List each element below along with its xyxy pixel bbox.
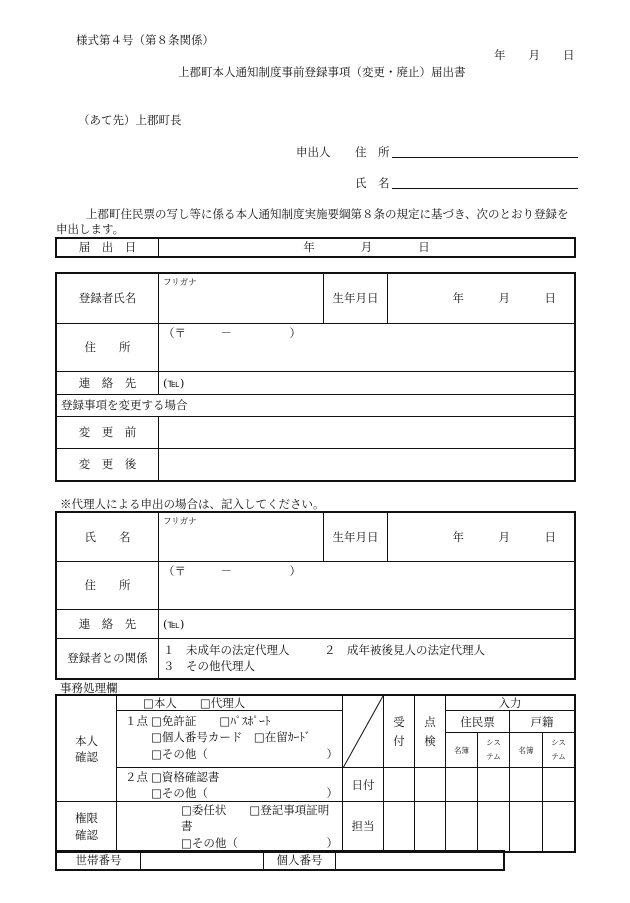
- authority-line-b: □その他（ ）: [181, 835, 338, 850]
- koseki-meibo-label: 名簿: [510, 733, 543, 768]
- juminhyo-meibo-label: 名簿: [446, 733, 478, 768]
- household-number-field[interactable]: [141, 852, 264, 870]
- page-title: 上郡町本人通知制度事前登録事項（変更・廃止）届出書: [178, 65, 466, 79]
- koseki-system-date[interactable]: [543, 768, 575, 802]
- one-point-line-c: □その他（ ）: [151, 746, 338, 761]
- receipt-date-cell[interactable]: [384, 768, 415, 802]
- relation-line-2: ３ その他代理人: [163, 658, 255, 673]
- postal-code: （〒 － ）: [163, 326, 301, 340]
- agent-name-field[interactable]: [159, 513, 324, 562]
- agent-dob-label: 生年月日: [324, 513, 388, 562]
- registrant-dob-label: 生年月日: [324, 274, 388, 324]
- agent-furigana-label: フリガナ: [163, 517, 197, 527]
- check-label: 点検: [415, 696, 446, 768]
- registrant-dob-field[interactable]: 年 月 日: [388, 274, 575, 324]
- registrant-address-field[interactable]: [159, 324, 575, 372]
- after-change-label: 変 更 後: [57, 449, 159, 481]
- applicant-name-label: 氏 名: [355, 176, 390, 190]
- registrant-table: [56, 273, 575, 481]
- relation-label: 登録者との関係: [57, 639, 159, 679]
- authority-options[interactable]: [117, 802, 343, 851]
- input-label: 入力: [446, 696, 575, 711]
- applicant-label: 申出人: [296, 145, 331, 159]
- personal-number-label: 個人番号: [264, 852, 336, 870]
- agent-contact-label: 連 絡 先: [57, 610, 159, 639]
- juminhyo-system-staff[interactable]: [478, 802, 510, 851]
- before-change-label: 変 更 前: [57, 417, 159, 449]
- one-point-line-a: □免許証 □ﾊﾟｽﾎﾟｰﾄ: [151, 714, 271, 729]
- office-heading: 事務処理欄: [60, 681, 118, 695]
- one-point-line-b: □個人番号カード □在留ｶｰﾄﾞ: [151, 730, 311, 745]
- koseki-label: 戸籍: [510, 711, 575, 733]
- registrant-name-label: 登録者氏名: [57, 274, 159, 324]
- diagonal-line: [343, 696, 383, 768]
- juminhyo-system-date[interactable]: [478, 768, 510, 802]
- agent-postal-code: （〒 － ）: [163, 564, 301, 578]
- after-change-field[interactable]: [159, 449, 575, 481]
- form-number: 様式第４号（第８条関係）: [76, 33, 214, 47]
- juminhyo-meibo-staff[interactable]: [446, 802, 478, 851]
- authority-line-a: □委任状 □登記事項証明書: [181, 803, 330, 834]
- date-label: 日付: [343, 768, 384, 802]
- filing-date-field[interactable]: 年 月 日: [159, 239, 575, 257]
- identity-check-label: 本人 確認: [57, 696, 117, 802]
- two-point-label: ２点: [125, 769, 148, 784]
- agent-note: ※代理人による申出の場合は、記入してください。: [60, 497, 325, 511]
- office-table: [56, 695, 575, 852]
- intro-text: 上郡町住民票の写し等に係る本人通知制度実施要綱第８条の規定に基づき、次のとおり登録を申出します。: [56, 207, 569, 236]
- applicant-name-field[interactable]: [392, 188, 578, 189]
- agent-dob-field[interactable]: 年 月 日: [388, 513, 575, 562]
- receipt-label: 受付: [384, 696, 415, 768]
- addressee: （あて先）上郡町長: [78, 113, 182, 127]
- check-staff-cell[interactable]: [415, 802, 446, 851]
- filing-date-label: 届 出 日: [57, 239, 159, 257]
- change-heading: 登録事項を変更する場合: [57, 395, 575, 417]
- koseki-meibo-staff[interactable]: [510, 802, 543, 851]
- juminhyo-meibo-date[interactable]: [446, 768, 478, 802]
- koseki-meibo-date[interactable]: [510, 768, 543, 802]
- applicant-address-field[interactable]: [392, 157, 578, 158]
- agent-address-field[interactable]: [159, 562, 575, 610]
- koseki-system-label: システム: [543, 733, 575, 768]
- two-point-line-b: □その他（ ）: [151, 785, 338, 800]
- diagonal-cell: [343, 696, 384, 768]
- juminhyo-label: 住民票: [446, 711, 510, 733]
- juminhyo-system-label: システム: [478, 733, 510, 768]
- staff-label: 担当: [343, 802, 384, 851]
- authority-check-label: 権限 確認: [57, 802, 117, 851]
- applicant-address-label: 住 所: [355, 145, 390, 159]
- household-number-label: 世帯番号: [57, 852, 141, 870]
- relation-line-1: １ 未成年の法定代理人 ２ 成年被後見人の法定代理人: [163, 642, 485, 657]
- receipt-staff-cell[interactable]: [384, 802, 415, 851]
- personal-number-field[interactable]: [336, 852, 504, 870]
- registrant-contact-label: 連 絡 先: [57, 372, 159, 395]
- self-agent-options[interactable]: □本人 □代理人: [117, 696, 343, 711]
- registrant-address-label: 住 所: [57, 324, 159, 372]
- koseki-system-staff[interactable]: [543, 802, 575, 851]
- agent-name-label: 氏 名: [57, 513, 159, 562]
- check-date-cell[interactable]: [415, 768, 446, 802]
- registrant-contact-field[interactable]: (℡): [159, 372, 575, 395]
- two-point-line-a: □資格確認書: [151, 769, 220, 784]
- date-line: 年 月 日: [494, 48, 575, 62]
- filing-date-table: [56, 238, 575, 257]
- agent-table: [56, 512, 575, 679]
- one-point-label: １点: [125, 714, 148, 729]
- agent-contact-field[interactable]: (℡): [159, 610, 575, 639]
- one-point-options[interactable]: [117, 711, 343, 768]
- registrant-name-field[interactable]: [159, 274, 324, 324]
- furigana-label: フリガナ: [163, 278, 197, 288]
- agent-address-label: 住 所: [57, 562, 159, 610]
- relation-options[interactable]: [159, 639, 575, 679]
- footer-table: [56, 851, 504, 870]
- two-point-options[interactable]: [117, 768, 343, 802]
- before-change-field[interactable]: [159, 417, 575, 449]
